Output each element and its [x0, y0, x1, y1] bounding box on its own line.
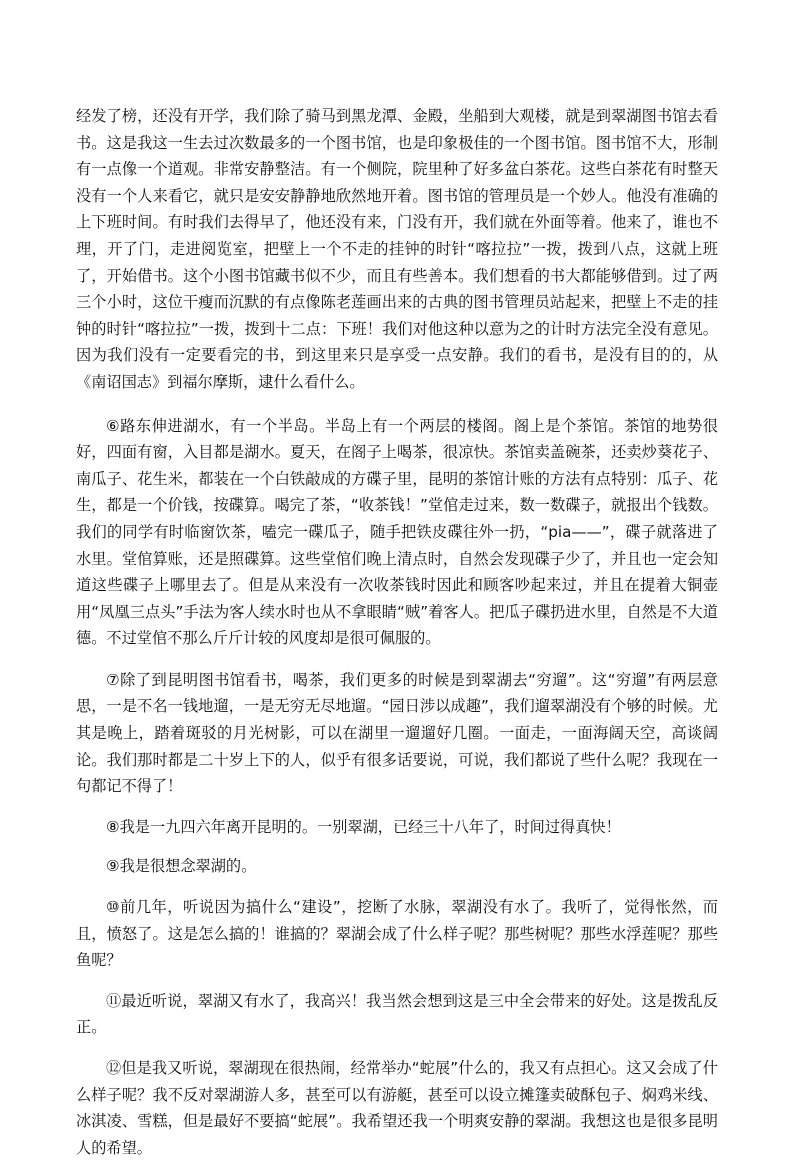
- paragraph-9: ⑨我是很想念翠湖的。: [106, 857, 257, 876]
- paragraph-7: ⑦除了到昆明图书馆看书，喝茶，我们更多的时候是到翠湖去“穷遛”。这“穷遛”有两层意思，一是不名一钱地遛，一是无穷无尽地遛。“园日涉以成趣”，我们遛翠湖没有个够的时候。尤其是晚上，踏着斑驳的月光树影，可以在湖里一遛遛好几圈。一面走，一面海阔天空，高谈阔论。我们那时都是二十岁上下的人，似乎有很多话要说，可说，我们都说了些什么呢？我现在一句都记不得了！: [76, 670, 718, 796]
- paragraph-12: ⑫但是我又听说，翠湖现在很热闹，经常举办“蛇展”什么的，我又有点担心。这又会成了什么样子呢？我不反对翠湖游人多，甚至可以有游艇，甚至可以设立摊篷卖破酥包子、焖鸡米线、冰淇凌、雪糕，但是最好不要搞“蛇展”。我希望还我一个明爽安静的翠湖。我想这也是很多昆明人的希望。: [76, 1059, 718, 1157]
- paragraph-11: ⑪最近听说，翠湖又有水了，我高兴！我当然会想到这是三中全会带来的好处。这是拨乱反正。: [76, 991, 718, 1037]
- paragraph-6: ⑥路东伸进湖水，有一个半岛。半岛上有一个两层的楼阁。阁上是个茶馆。茶馆的地势很好，四面有窗，入目都是湖水。夏天，在阁子上喝茶，很凉快。茶馆卖盖碗茶，还卖炒葵花子、南瓜子、花生米，都装在一个白铁敲成的方碟子里，昆明的茶馆计账的方法有点特别：瓜子、花生，都是一个价钱，按碟算。喝完了茶，“收茶钱！”堂倌走过来，数一数碟子，就报出个钱数。我们的同学有时临窗饮茶，嗑完一碟瓜子，随手把铁皮碟往外一扔，“pia——”，碟子就落进了水里。堂倌算账，还是照碟算。这些堂倌们晚上清点时，自然会发现碟子少了，并且也一定会知道这些碟子上哪里去了。但是从来没有一次收茶钱时因此和顾客吵起来过，并且在提着大铜壶用“凤凰三点头”手法为客人续水时也从不拿眼睛“贼”着客人。把瓜子碟扔进水里，自然是不大道德。不过堂倌不那么斤斤计较的风度却是很可佩服的。: [76, 416, 718, 648]
- document-page: [76, 103, 718, 1161]
- paragraph-8: ⑧我是一九四六年离开昆明的。一别翠湖，已经三十八年了，时间过得真快！: [106, 817, 621, 836]
- paragraph-10: ⑩前几年，听说因为搞什么“建设”，挖断了水脉，翠湖没有水了。我听了，觉得怅然，而且，愤怒了。这是怎么搞的！谁搞的？翠湖会成了什么样子呢？那些树呢？那些水浮莲呢？那些鱼呢？: [76, 898, 718, 970]
- paragraph-5-continued: 经发了榜，还没有开学，我们除了骑马到黑龙潭、金殿，坐船到大观楼，就是到翠湖图书馆去看书。这是我这一生去过次数最多的一个图书馆，也是印象极佳的一个图书馆。图书馆不大，形制有一点像一个道观。非常安静整洁。有一个侧院，院里种了好多盆白茶花。这些白茶花有时整天没有一个人来看它，就只是安安静静地欣然地开着。图书馆的管理员是一个妙人。他没有准确的上下班时间。有时我们去得早了，他还没有来，门没有开，我们就在外面等着。他来了，谁也不理，开了门，走进阅览室，把壁上一个不走的挂钟的时针“喀拉拉”一拨，拨到八点，这就上班了，开始借书。这个小图书馆藏书似不少，而且有些善本。我们想看的书大都能够借到。过了两三个小时，这位干瘦而沉默的有点像陈老莲画出来的古典的图书管理员站起来，把壁上不走的挂钟的时针“喀拉拉”一拨，拨到十二点：下班！我们对他这种以意为之的计时方法完全没有意见。因为我们没有一定要看完的书，到这里来只是享受一点安静。我们的看书，是没有目的的，从《南诏国志》到福尔摩斯，逮什么看什么。: [76, 107, 718, 391]
